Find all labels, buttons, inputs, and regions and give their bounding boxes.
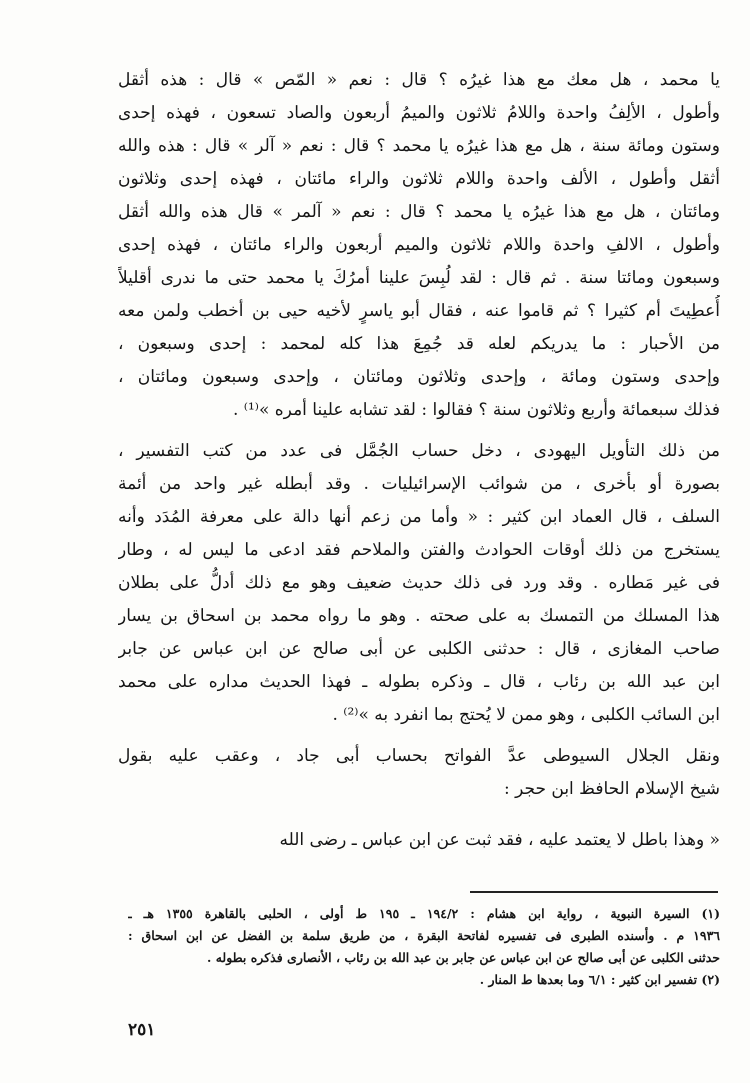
paragraph-ibn-kathir <box>118 435 720 732</box>
footnote-line: (١) السيرة النبوية ، رواية ابن هشام : ١٩٤/٢ ـ ١٩٥ ط أولى ، الحلبى بالقاهرة ١٣٥٥ هـ ـ <box>128 906 720 921</box>
text-line: وأطول ، الألِفُ واحدة واللامُ ثلاثون والميمُ أربعون والصاد تسعون ، فهذه إحدى <box>118 103 720 123</box>
text-line: ابن السائب الكلبى ، وهو ممن لا يُحتج بما انفرد به »⁽²⁾ . <box>332 705 720 725</box>
text-line: بصورة أو بأخرى ، من شوائب الإسرائيليات . وقد أبطله غير واحد من أئمة <box>118 474 720 494</box>
footnote-line: حدثنى الكلبى عن أبى صالح عن ابن عباس عن جابر بن عبد الله بن رئاب ، الأنصارى فذكره بطوله . <box>207 950 720 965</box>
text-line: صاحب المغازى ، قال : حدثنى الكلبى عن أبى صالح عن ابن عباس عن جابر <box>118 639 720 659</box>
text-line: شيخ الإسلام الحافظ ابن حجر : <box>503 779 720 799</box>
text-line: أُعطِيتَ أم كثيرا ؟ ثم قاموا عنه ، فقال أبو ياسرٍ لأخيه حيى بن أخطب ولمن معه <box>118 301 720 321</box>
text-line: من الأحبار : ما يدريكم لعله قد جُمِعَ هذا كله لمحمد : إحدى وسبعون ، <box>118 334 720 354</box>
text-line: من ذلك التأويل اليهودى ، دخل حساب الجُمَّل فى عدد من كتب التفسير ، <box>118 441 720 461</box>
text-line: يستخرج من ذلك أوقات الحوادث والفتن والملاحم فقد ادعى ما ليس له ، وطار <box>118 540 720 560</box>
text-line: وسبعون ومائتا سنة . ثم قال : لقد لُبِسَ علينا أمرُكَ يا محمد حتى ما ندرى أقليلاً <box>118 268 720 288</box>
footnote-line: (٢) تفسير ابن كثير : ٦/١ وما بعدها ط المنار . <box>479 972 720 987</box>
text-line: السلف ، قال العماد ابن كثير : « وأما من زعم أنها دالة على معرفة المُدَد وأنه <box>118 507 720 527</box>
text-line: يا محمد ، هل معك مع هذا غيرُه ؟ قال : نعم « المّص » قال : هذه أثقل <box>118 70 720 90</box>
footnote-divider <box>470 891 718 893</box>
paragraph-ibn-hajar-quote <box>118 824 720 857</box>
text-line: ابن عبد الله بن رئاب ، قال ـ وذكره بطوله ـ فهذا الحديث مداره على محمد <box>118 672 720 692</box>
page-number: ٢٥١ <box>128 1020 156 1040</box>
text-line: أثقل وأطول ، الألف واحدة واللام ثلاثون والراء مائتان ، فهذه إحدى وثلاثون <box>118 169 720 189</box>
text-line: وأطول ، الالفِ واحدة واللام ثلاثون والميم أربعون والراء مائتان ، فهذه إحدى <box>118 235 720 255</box>
text-line: فى غير مَطاره . وقد ورد فى ذلك حديث ضعيف وهو مع ذلك أدلُّ على بطلان <box>118 573 720 593</box>
text-line: هذا المسلك من التمسك به على صحته . وهو ما رواه محمد بن اسحاق بن يسار <box>118 606 720 626</box>
text-line: ومائتان ، هل مع هذا غيرُه يا محمد ؟ قال : نعم « آلمر » قال هذه والله أثقل <box>118 202 720 222</box>
text-line: فذلك سبعمائة وأربع وثلاثون سنة ؟ فقالوا : لقد تشابه علينا أمره »⁽¹⁾ . <box>232 400 720 420</box>
text-line: « وهذا باطل لا يعتمد عليه ، فقد ثبت عن ابن عباس ـ رضى الله <box>279 830 720 850</box>
text-line: ونقل الجلال السيوطى عدَّ الفواتح بحساب أبى جاد ، وعقب عليه بقول <box>118 746 720 766</box>
paragraph-quote-continuation <box>118 64 720 427</box>
text-line: وستون ومائة سنة ، هل مع هذا غيرُه يا محمد ؟ قال : نعم « آلر » قال : هذه والله <box>118 136 720 156</box>
text-line: وإحدى وستون ومائة ، وإحدى وثلاثون ومائتان ، وإحدى وسبعون ومائتان ، <box>118 367 720 387</box>
footnotes <box>128 903 720 991</box>
paragraph-suyuti <box>118 740 720 806</box>
footnote-line: ١٩٣٦ م . وأسنده الطبرى فى تفسيره لفاتحة البقرة ، من طريق سلمة بن الفضل عن ابن اسحاق : <box>128 928 720 943</box>
main-text <box>118 64 720 857</box>
